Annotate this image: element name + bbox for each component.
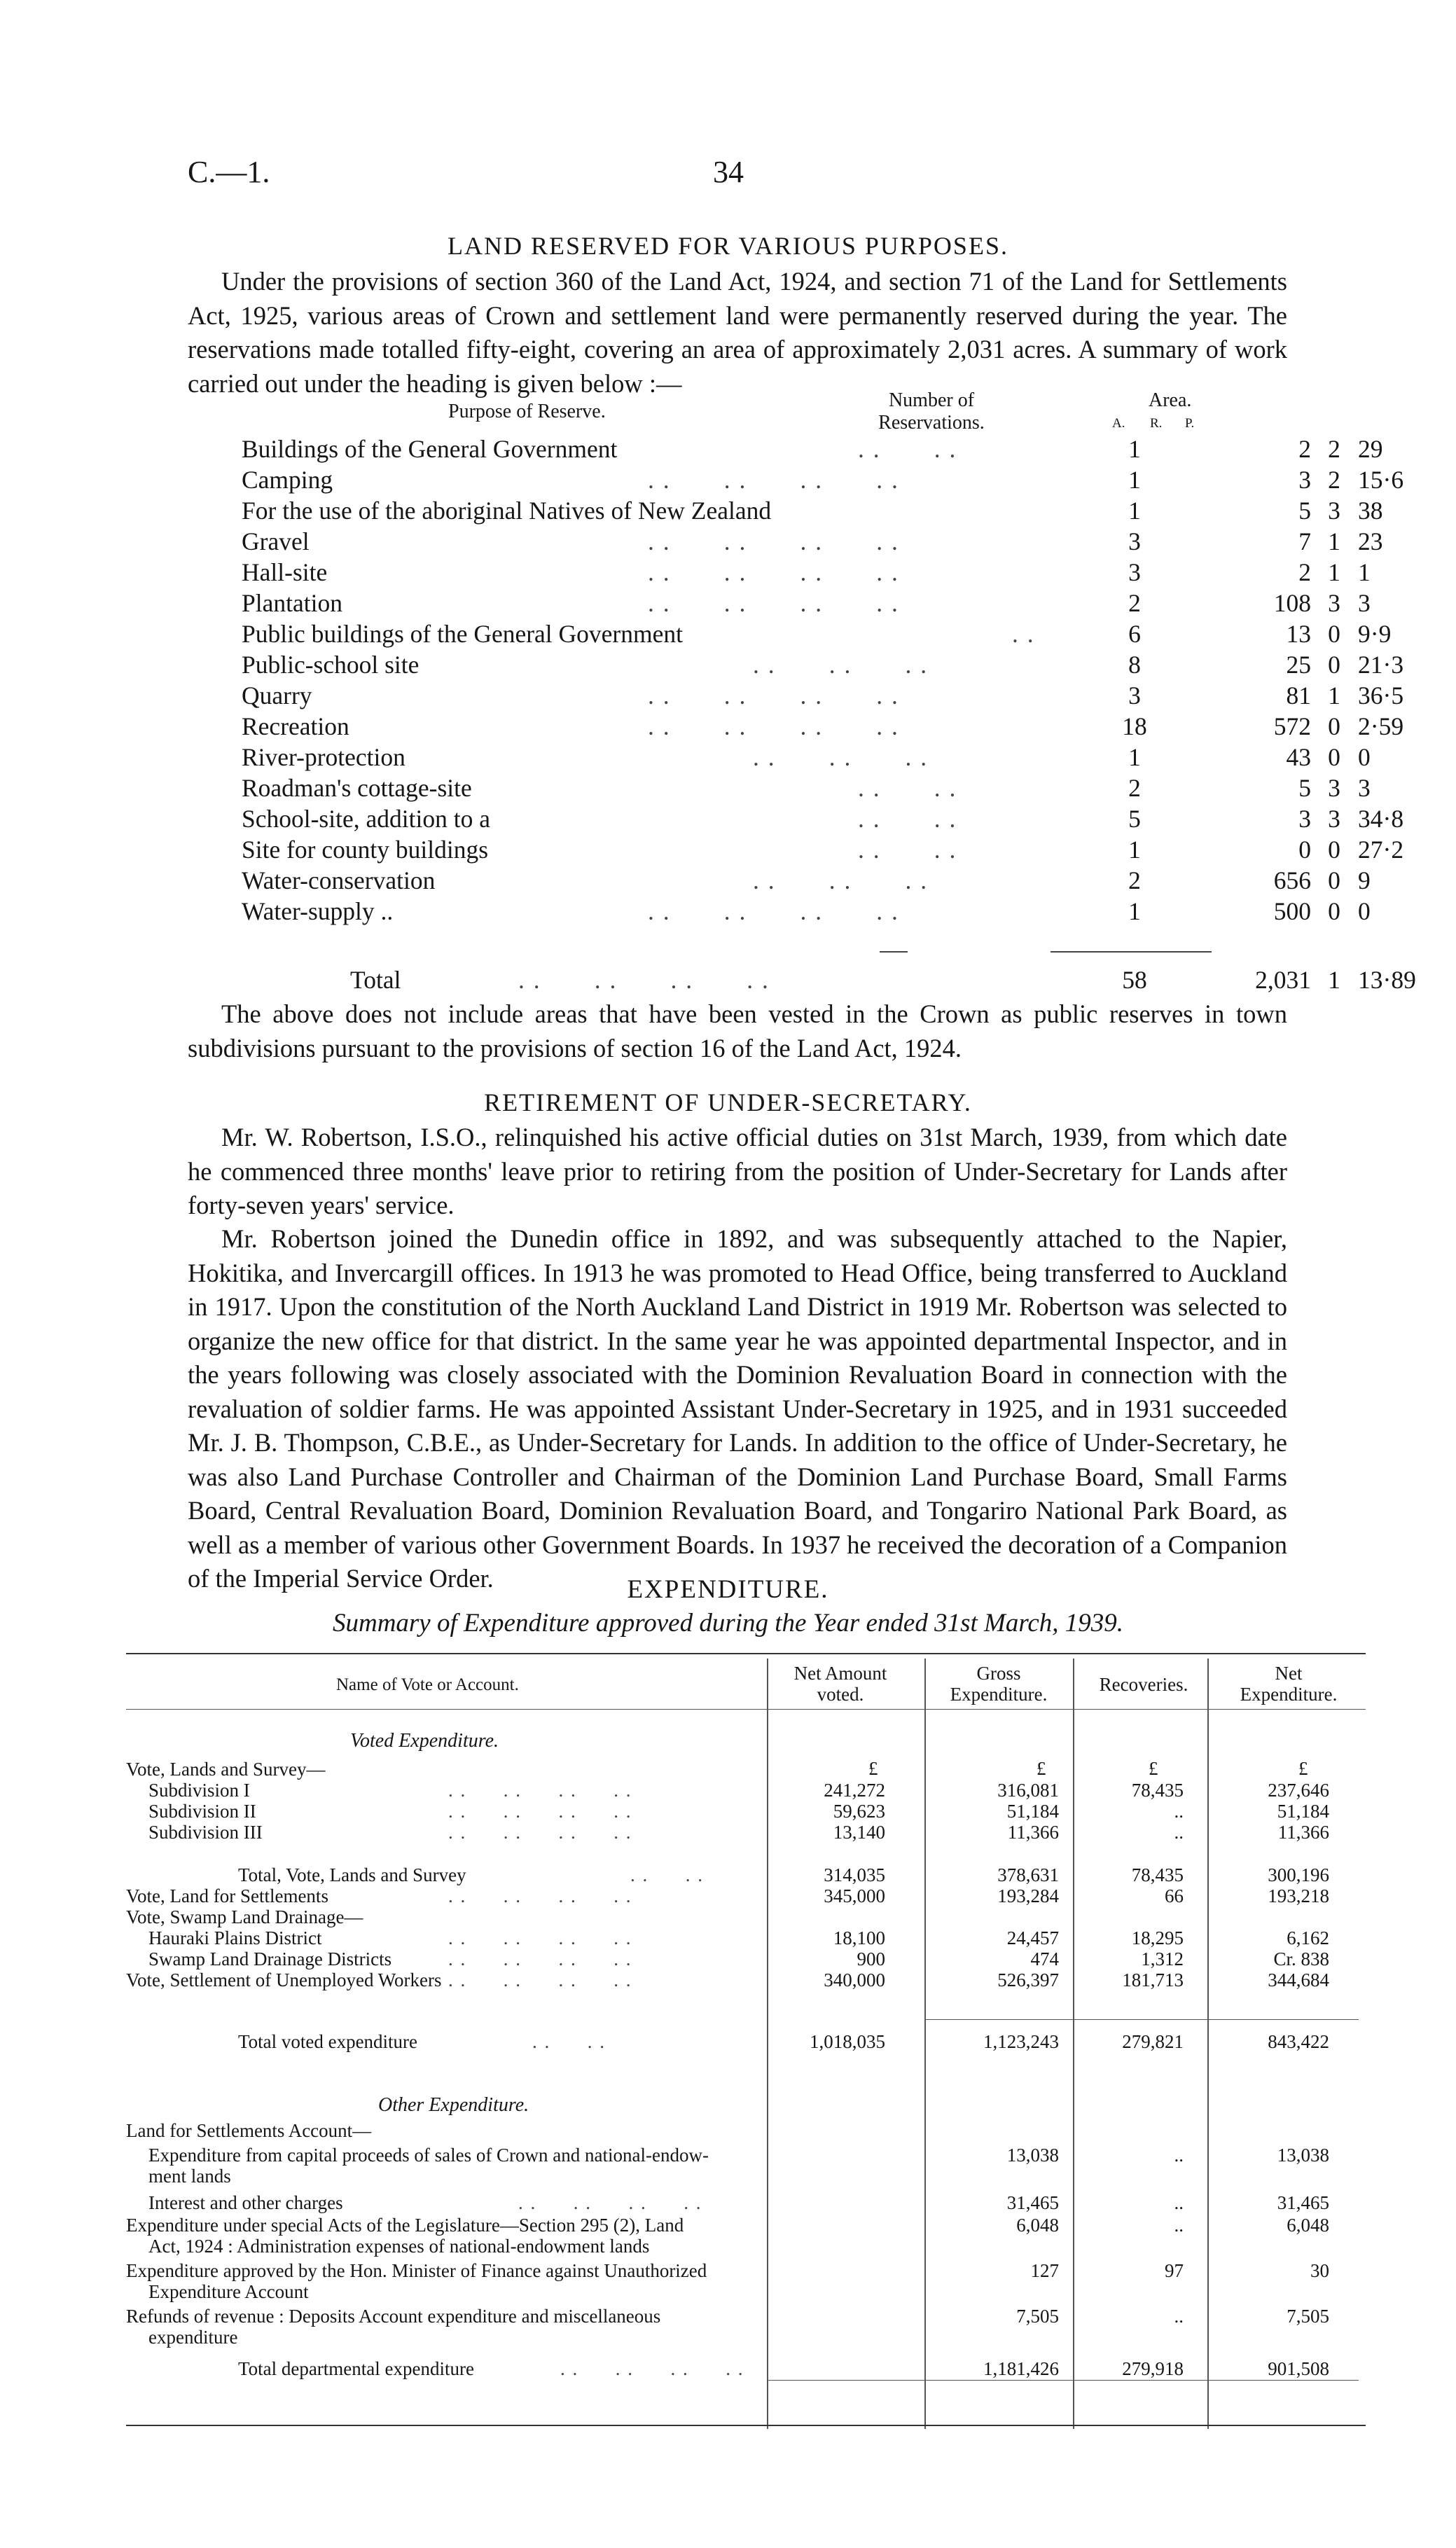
leader-dots: . . . . . . . . xyxy=(648,466,899,494)
voted-heading: Voted Expenditure. xyxy=(350,1730,499,1752)
expenditure-c3: 78,435 xyxy=(1131,1864,1184,1885)
reserve-purpose: Gravel xyxy=(242,527,310,555)
other-expenditure-label-cont: Act, 1924 : Administration expenses of national-endowment lands xyxy=(148,2236,650,2257)
reserve-purpose: Roadman's cottage-site xyxy=(242,774,472,802)
reserve-number: 6 xyxy=(1128,620,1141,648)
other-expenditure-label: Expenditure from capital proceeds of sales of Crown and national-endow- xyxy=(148,2145,709,2166)
expenditure-c4: 344,684 xyxy=(1268,1969,1329,1990)
reserve-purpose: Public-school site xyxy=(242,651,420,679)
col-number-header: Number of Reservations. xyxy=(878,389,985,434)
area-unit-a: A. xyxy=(1112,416,1125,431)
expenditure-row xyxy=(0,1799,1456,1823)
expenditure-c3: 181,713 xyxy=(1122,1969,1184,1990)
reserve-acres: 500 xyxy=(1273,897,1311,925)
leader-dots: . . . . . . . . xyxy=(648,589,899,617)
reserve-roods: 1 xyxy=(1328,681,1340,709)
other-expenditure-row xyxy=(0,2213,1456,2257)
other-expenditure-c2: 7,505 xyxy=(1016,2306,1059,2327)
reserve-number: 2 xyxy=(1128,589,1141,617)
leader-dots: . . . . . . . . xyxy=(648,527,899,555)
reserve-purpose: Plantation xyxy=(242,589,342,617)
reserve-number: 1 xyxy=(1128,466,1141,494)
total-rule-number xyxy=(880,951,908,953)
reserve-number: 1 xyxy=(1128,897,1141,925)
expenditure-c2: 474 xyxy=(1030,1948,1059,1969)
leader-dots: . . . . xyxy=(858,435,957,463)
expenditure-c2: 526,397 xyxy=(997,1969,1059,1990)
expenditure-c2: 193,284 xyxy=(997,1885,1059,1906)
reserve-purpose: School-site, addition to a xyxy=(242,805,490,833)
other-expenditure-label-cont: ment lands xyxy=(148,2166,231,2187)
reserve-row xyxy=(242,495,1383,526)
reserve-roods: 0 xyxy=(1328,651,1340,679)
expenditure-row xyxy=(0,1820,1456,1844)
other-expenditure-c2: 13,038 xyxy=(1006,2145,1059,2166)
reserve-purpose: Site for county buildings xyxy=(242,836,489,864)
reserve-row xyxy=(242,680,1404,711)
reserve-acres: 7 xyxy=(1298,527,1311,555)
reserve-number: 2 xyxy=(1128,866,1141,894)
reserve-perches: 1 xyxy=(1358,558,1371,586)
leader-dots: . . . . xyxy=(858,774,957,802)
reserve-perches: 15·6 xyxy=(1358,466,1404,494)
reserve-perches: 36·5 xyxy=(1358,681,1404,709)
reserve-number: 1 xyxy=(1128,497,1141,525)
reserve-perches: 27·2 xyxy=(1358,836,1404,864)
reserve-number: 3 xyxy=(1128,527,1141,555)
leader-dots: . . . . . . . . xyxy=(648,681,899,709)
expenditure-row xyxy=(0,1863,1456,1887)
other-expenditure-c4: 30 xyxy=(1310,2260,1329,2281)
expenditure-c3: .. xyxy=(1174,1801,1184,1822)
col-name-header: Name of Vote or Account. xyxy=(336,1675,519,1694)
land-reserved-note: The above does not include areas that have been vested in the Crown as public reserves in town subdivisions pursuant to the provisions of section 16 of the Land Act, 1924. xyxy=(188,999,1287,1062)
expenditure-c4: 843,422 xyxy=(1268,2031,1329,2052)
gross-line-2: Expenditure. xyxy=(950,1684,1048,1705)
reserve-acres: 0 xyxy=(1298,836,1311,864)
reserve-number: 2 xyxy=(1128,774,1141,802)
expenditure-c1: 900 xyxy=(857,1948,885,1969)
leader-dots: . . . . . . . . xyxy=(448,1822,632,1843)
leader-dots: . . . . . . . . xyxy=(448,1885,632,1906)
reserve-purpose: Hall-site xyxy=(242,558,328,586)
expenditure-row xyxy=(0,1905,1456,1929)
reserve-purpose: For the use of the aboriginal Natives of New Zealand xyxy=(242,497,772,525)
reserve-acres: 108 xyxy=(1273,589,1311,617)
net-exp-line-1: Net xyxy=(1275,1663,1303,1684)
expenditure-label: Hauraki Plains District xyxy=(148,1927,322,1948)
dept-total-rule xyxy=(767,2380,1359,2381)
reserve-perches: 34·8 xyxy=(1358,805,1404,833)
expenditure-subtitle: Summary of Expenditure approved during the Year ended 31st March, 1939. xyxy=(332,1609,1124,1637)
expenditure-label: Total voted expenditure xyxy=(238,2031,418,2052)
reserve-number: 5 xyxy=(1128,805,1141,833)
reserve-purpose: Water-supply .. xyxy=(242,897,394,925)
other-expenditure-c3: .. xyxy=(1174,2306,1184,2327)
net-voted-line-2: voted. xyxy=(817,1684,864,1705)
reserve-acres: 5 xyxy=(1298,774,1311,802)
other-expenditure-label-cont: expenditure xyxy=(148,2327,238,2348)
leader-dots: . . . . . . xyxy=(753,651,929,679)
reserve-roods: 0 xyxy=(1328,897,1340,925)
other-expenditure-row xyxy=(0,2119,1456,2142)
other-expenditure-row xyxy=(0,2143,1456,2187)
other-expenditure-row xyxy=(0,2304,1456,2348)
gross-line-1: Gross xyxy=(976,1663,1021,1684)
other-expenditure-c4: 6,048 xyxy=(1287,2215,1329,2236)
section-title-retirement: RETIREMENT OF UNDER-SECRETARY. xyxy=(484,1088,972,1116)
reserve-perches: 9·9 xyxy=(1358,620,1392,648)
table-bottom-rule xyxy=(126,2425,1366,2426)
leader-dots: . . . . . . . . xyxy=(448,1969,632,1990)
reserve-purpose: Water-conservation xyxy=(242,866,436,894)
leader-dots: . . . . . . . . xyxy=(448,1948,632,1969)
reserve-perches: 2·59 xyxy=(1358,712,1404,740)
leader-dots: . . . . . . xyxy=(753,743,929,771)
expenditure-c4: 193,218 xyxy=(1268,1885,1329,1906)
reserve-acres: 43 xyxy=(1286,743,1311,771)
reserve-acres: 2 xyxy=(1298,435,1311,463)
reserve-perches: 3 xyxy=(1358,774,1371,802)
total-rule-area xyxy=(1051,951,1212,953)
col-net-voted-header xyxy=(770,1663,910,1705)
other-expenditure-row xyxy=(0,2357,1456,2381)
expenditure-c3: 18,295 xyxy=(1131,1927,1184,1948)
reserve-perches: 38 xyxy=(1358,497,1383,525)
col-recoveries-header: Recoveries. xyxy=(1099,1674,1188,1695)
total-perches: 13·89 xyxy=(1358,966,1416,994)
reserve-row xyxy=(242,865,1371,896)
expenditure-row xyxy=(0,1778,1456,1802)
other-expenditure-label: Expenditure under special Acts of the Legislature—Section 295 (2), Land xyxy=(126,2215,684,2236)
reserve-perches: 21·3 xyxy=(1358,651,1404,679)
reserve-row xyxy=(242,773,1371,803)
reserve-row xyxy=(242,618,1392,649)
expenditure-c1: 314,035 xyxy=(824,1864,885,1885)
reserve-row xyxy=(242,742,1371,773)
leader-dots: . . . . xyxy=(532,2031,606,2052)
expenditure-c2: 1,123,243 xyxy=(983,2031,1059,2052)
expenditure-row xyxy=(0,1968,1456,1992)
other-expenditure-row xyxy=(0,2259,1456,2302)
reserve-perches: 3 xyxy=(1358,589,1371,617)
other-expenditure-c3: .. xyxy=(1174,2215,1184,2236)
other-expenditure-c3: .. xyxy=(1174,2192,1184,2213)
reserve-acres: 2 xyxy=(1298,558,1311,586)
expenditure-c1: 1,018,035 xyxy=(810,2031,885,2052)
expenditure-c3: 1,312 xyxy=(1141,1948,1184,1969)
expenditure-c4: 51,184 xyxy=(1277,1801,1329,1822)
other-expenditure-c2: 127 xyxy=(1030,2260,1059,2281)
reserve-roods: 3 xyxy=(1328,774,1340,802)
expenditure-label: Subdivision III xyxy=(148,1822,263,1843)
leader-dots: . . . . . . . . xyxy=(448,1801,632,1822)
expenditure-c2: 51,184 xyxy=(1006,1801,1059,1822)
other-expenditure-c3: 97 xyxy=(1165,2260,1184,2281)
currency-c3: £ xyxy=(1149,1758,1158,1779)
reserve-row xyxy=(242,711,1404,742)
reserve-roods: 2 xyxy=(1328,435,1340,463)
net-voted-line-1: Net Amount xyxy=(793,1663,887,1684)
reserve-row xyxy=(242,803,1404,834)
section-title-expenditure: EXPENDITURE. xyxy=(627,1575,829,1604)
expenditure-c1: 13,140 xyxy=(833,1822,885,1843)
expenditure-c2: 316,081 xyxy=(997,1780,1059,1801)
total-acres: 2,031 xyxy=(1255,966,1311,994)
leader-dots: . . . . xyxy=(858,805,957,833)
land-reserved-intro: Under the provisions of section 360 of the Land Act, 1924, and section 71 of the Land for Settlements Act, 1925, various areas of Crown and settlement land were permanently reserved during the year. The reservations made totalled fifty-eight, covering an area of approximately 2,031 acres. A summary of work carried out under the heading is given below :— xyxy=(188,267,1287,398)
reserve-number: 3 xyxy=(1128,681,1141,709)
reserve-roods: 2 xyxy=(1328,466,1340,494)
other-expenditure-c4: 7,505 xyxy=(1287,2306,1329,2327)
col-net-exp-header xyxy=(1219,1663,1359,1705)
total-roods: 1 xyxy=(1328,966,1340,994)
reserve-acres: 13 xyxy=(1286,620,1311,648)
other-expenditure-c3: 279,918 xyxy=(1122,2358,1184,2379)
other-heading: Other Expenditure. xyxy=(378,2094,529,2116)
expenditure-c4: 6,162 xyxy=(1287,1927,1329,1948)
expenditure-c3: .. xyxy=(1174,1822,1184,1843)
expenditure-c3: 279,821 xyxy=(1122,2031,1184,2052)
expenditure-label: Subdivision I xyxy=(148,1780,250,1801)
reserve-acres: 656 xyxy=(1273,866,1311,894)
expenditure-c2: 11,366 xyxy=(1007,1822,1059,1843)
expenditure-label: Vote, Land for Settlements xyxy=(126,1885,328,1906)
other-expenditure-label: Total departmental expenditure xyxy=(238,2358,474,2379)
reserve-acres: 3 xyxy=(1298,805,1311,833)
expenditure-label: Total, Vote, Lands and Survey xyxy=(238,1864,466,1885)
reserve-acres: 3 xyxy=(1298,466,1311,494)
reserve-perches: 29 xyxy=(1358,435,1383,463)
total-label: Total xyxy=(350,966,401,994)
reserve-total-row xyxy=(242,964,1416,995)
reserve-roods: 1 xyxy=(1328,558,1340,586)
expenditure-c3: 66 xyxy=(1165,1885,1184,1906)
reserve-purpose: Buildings of the General Government xyxy=(242,435,618,463)
retirement-para-2: Mr. Robertson joined the Dunedin office in 1892, and was subsequently attached to the Napier, Hokitika, and Invercargill offices. In 1913 he was promoted to Head Office, being transferred to Auckland in 1917. Upon the constitution of the North Auckland Land District in 1919 Mr. Robertson was selected to organize the new office for that district. In the same year he was appointed departmental Inspector, and in the years following was closely associated with the Dominion Revaluation Board in connection with the revaluation of soldier farms. He was appointed Assistant Under-Secretary in 1925, and in 1931 succeeded Mr. J. B. Thompson, C.B.E., as Under-Secretary for Lands. In addition to the office of Under-Secretary, he was also Land Purchase Controller and Chairman of the Dominion Land Purchase Board, Small Farms Board, Central Revaluation Board, Dominion Revaluation Board, and Tongariro National Park Board, as well as a member of various other Government Boards. In 1937 he received the decoration of a Companion of the Imperial Service Order. xyxy=(188,1224,1287,1593)
table-top-rule xyxy=(126,1653,1366,1654)
leader-dots: . . . . xyxy=(630,1864,704,1885)
reserve-number: 18 xyxy=(1122,712,1147,740)
expenditure-c1: 241,272 xyxy=(824,1780,885,1801)
expenditure-c2: 378,631 xyxy=(997,1864,1059,1885)
expenditure-c1: 59,623 xyxy=(833,1801,885,1822)
net-exp-line-2: Expenditure. xyxy=(1240,1684,1338,1705)
total-number: 58 xyxy=(1122,966,1147,994)
reserve-purpose: Camping xyxy=(242,466,333,494)
reserve-roods: 0 xyxy=(1328,712,1340,740)
col-gross-header xyxy=(929,1663,1069,1705)
expenditure-label: Vote, Swamp Land Drainage— xyxy=(126,1906,363,1927)
reserve-row xyxy=(242,434,1383,464)
leader-dots: . . . . . . . . xyxy=(648,558,899,586)
currency-c2: £ xyxy=(1036,1758,1046,1779)
expenditure-c2: 24,457 xyxy=(1006,1927,1059,1948)
reserve-number: 3 xyxy=(1128,558,1141,586)
reserve-row xyxy=(242,896,1371,927)
expenditure-c4: Cr. 838 xyxy=(1273,1948,1329,1969)
expenditure-row xyxy=(0,1947,1456,1971)
col-area-header: Area. xyxy=(1149,389,1192,411)
expenditure-c1: 18,100 xyxy=(833,1927,885,1948)
reserve-perches: 23 xyxy=(1358,527,1383,555)
col-purpose-header: Purpose of Reserve. xyxy=(448,401,606,422)
leader-dots: . . . . . . . . xyxy=(648,712,899,740)
expenditure-row xyxy=(0,2030,1456,2054)
reserve-roods: 0 xyxy=(1328,866,1340,894)
reserve-purpose: Quarry xyxy=(242,681,312,709)
other-expenditure-label: Land for Settlements Account— xyxy=(126,2120,372,2141)
reserve-number: 1 xyxy=(1128,435,1141,463)
reserve-roods: 0 xyxy=(1328,620,1340,648)
leader-dots: . . xyxy=(1012,620,1035,648)
reserve-roods: 0 xyxy=(1328,743,1340,771)
expenditure-label: Vote, Lands and Survey— xyxy=(126,1759,326,1780)
leader-dots: . . . . . . . . xyxy=(560,2358,744,2379)
expenditure-label: Subdivision II xyxy=(148,1801,256,1822)
expenditure-row xyxy=(0,1757,1456,1781)
reserve-row xyxy=(242,834,1404,865)
other-expenditure-label: Interest and other charges xyxy=(148,2192,343,2213)
other-expenditure-c4: 31,465 xyxy=(1277,2192,1329,2213)
leader-dots: . . . . . . . . xyxy=(648,897,899,925)
reserve-roods: 0 xyxy=(1328,836,1340,864)
reserve-row xyxy=(242,588,1371,618)
other-expenditure-c2: 31,465 xyxy=(1006,2192,1059,2213)
header-bottom-rule xyxy=(126,1709,1366,1710)
section-title-land-reserved: LAND RESERVED FOR VARIOUS PURPOSES. xyxy=(448,232,1008,260)
leader-dots: . . . . . . . . xyxy=(448,1780,632,1801)
leader-dots: . . . . xyxy=(858,836,957,864)
leader-dots: . . . . . . . . xyxy=(448,1927,632,1948)
voted-total-rule xyxy=(924,2019,1359,2020)
reserve-row xyxy=(242,649,1404,680)
expenditure-label: Vote, Settlement of Unemployed Workers xyxy=(126,1969,442,1990)
other-expenditure-c2: 1,181,426 xyxy=(983,2358,1059,2379)
page-number: 34 xyxy=(713,155,744,189)
other-expenditure-label: Refunds of revenue : Deposits Account expenditure and miscellaneous xyxy=(126,2306,661,2327)
currency-c4: £ xyxy=(1298,1758,1308,1779)
reserve-number: 8 xyxy=(1128,651,1141,679)
expenditure-row xyxy=(0,1884,1456,1908)
reserve-roods: 3 xyxy=(1328,589,1340,617)
reserve-roods: 1 xyxy=(1328,527,1340,555)
expenditure-row xyxy=(0,1926,1456,1950)
other-expenditure-label-cont: Expenditure Account xyxy=(148,2281,309,2302)
expenditure-c4: 11,366 xyxy=(1277,1822,1329,1843)
other-expenditure-c4: 901,508 xyxy=(1268,2358,1329,2379)
total-leader-dots: . . . . . . . . xyxy=(518,966,770,994)
reserve-number: 1 xyxy=(1128,836,1141,864)
reserve-row xyxy=(242,464,1404,495)
expenditure-c3: 78,435 xyxy=(1131,1780,1184,1801)
expenditure-c4: 237,646 xyxy=(1268,1780,1329,1801)
reserve-acres: 5 xyxy=(1298,497,1311,525)
expenditure-c1: 345,000 xyxy=(824,1885,885,1906)
reserve-purpose: River-protection xyxy=(242,743,405,771)
reserve-number: 1 xyxy=(1128,743,1141,771)
reserve-acres: 572 xyxy=(1273,712,1311,740)
other-expenditure-c3: .. xyxy=(1174,2145,1184,2166)
reserve-perches: 9 xyxy=(1358,866,1371,894)
document-code: C.—1. xyxy=(188,155,270,189)
reserve-perches: 0 xyxy=(1358,897,1371,925)
expenditure-c1: 340,000 xyxy=(824,1969,885,1990)
reserve-perches: 0 xyxy=(1358,743,1371,771)
area-unit-r: R. xyxy=(1150,416,1163,431)
reserve-purpose: Recreation xyxy=(242,712,349,740)
expenditure-label: Swamp Land Drainage Districts xyxy=(148,1948,392,1969)
expenditure-c4: 300,196 xyxy=(1268,1864,1329,1885)
area-unit-p: P. xyxy=(1185,416,1195,431)
reserve-row xyxy=(242,557,1371,588)
reserve-row xyxy=(242,526,1383,557)
currency-c1: £ xyxy=(868,1758,878,1779)
other-expenditure-c4: 13,038 xyxy=(1277,2145,1329,2166)
other-expenditure-c2: 6,048 xyxy=(1016,2215,1059,2236)
leader-dots: . . . . . . . . xyxy=(518,2192,702,2213)
reserve-roods: 3 xyxy=(1328,497,1340,525)
other-expenditure-row xyxy=(0,2191,1456,2215)
other-expenditure-label: Expenditure approved by the Hon. Minister of Finance against Unauthorized xyxy=(126,2260,707,2281)
reserve-acres: 81 xyxy=(1286,681,1311,709)
reserve-roods: 3 xyxy=(1328,805,1340,833)
reserve-acres: 25 xyxy=(1286,651,1311,679)
retirement-para-1: Mr. W. Robertson, I.S.O., relinquished his active official duties on 31st March, 1939, from which date he commenced three months' leave prior to retiring from the position of Under-Secretary for Lands after forty-seven years' service. xyxy=(188,1123,1287,1219)
reserve-purpose: Public buildings of the General Government xyxy=(242,620,683,648)
leader-dots: . . . . . . xyxy=(753,866,929,894)
